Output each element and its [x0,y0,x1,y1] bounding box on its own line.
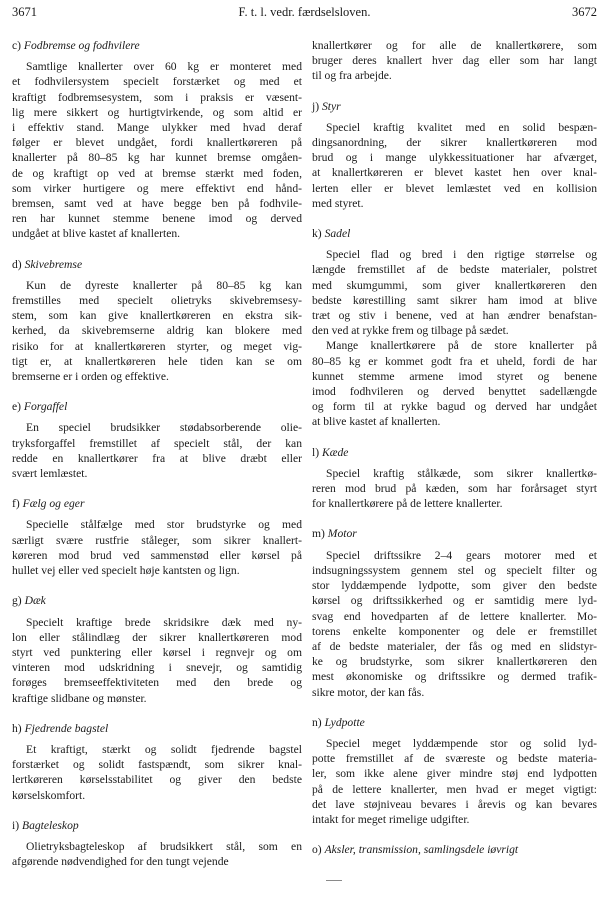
text-line: brud og i mange ulykkessituationer har afværget, [312,151,597,165]
text-line: lerten eller er blevet lemlæstet ved en kollision [312,181,597,195]
text-line: imod fodhvileren og derved benyttet sadellængde [312,385,597,399]
section-gap [12,578,302,593]
section-n [312,715,597,827]
text-line: dingsanordning, der sikrer knallertkøreren mod [312,136,597,150]
text-line: følger er blevet undgået, fordi knallertkøreren på [12,136,302,150]
section-k [312,226,597,430]
continuation-paragraph [312,38,597,84]
text-line: og form til at rykke bagud og derved har undgået [312,400,597,414]
section-l [312,445,597,512]
section-gap [12,481,302,496]
section-gap [312,827,597,842]
text-line: Et kraftigt, stærkt og solidt fjedrende bagstel [26,742,302,756]
section-gap [312,430,597,445]
section-letter: n) [312,715,322,729]
text-line: kerhed, da skivebremserne aldrig kan blokere med [12,324,302,338]
text-line: risiko for at knallertkøreren styrter, og meget vig- [12,339,302,353]
section-heading [12,38,302,53]
section-letter: k) [312,227,322,241]
text-line: redde en knallertkører fra at blive dræbt eller [12,451,302,465]
paragraph [312,120,597,211]
paragraph [12,839,302,869]
paragraph [12,420,302,481]
section-letter: d) [12,257,22,271]
text-line: af de bedste materialer, der fås og med en slidstyr- [312,639,597,653]
text-line: Samtlige knallerter over 60 kg er monteret med [26,60,302,74]
right-column [312,38,597,863]
text-line: køreren mod brud ved sammenstød eller kørsel på [12,548,302,562]
text-line: bruger deres knallert hver dag eller som har langt [312,54,597,68]
text-line: lon eller stålindlæg der sikrer knallertkøreren mod [12,630,302,644]
section-i [12,818,302,870]
text-line: tigt er, at knallertkøreren hele tiden kan se om [12,354,302,368]
section-title: Skivebremse [24,257,83,271]
text-line: bremserne er i orden og effektive. [12,370,169,384]
section-d [12,257,302,385]
paragraph [312,736,597,827]
text-line: lig mere sikkert og hurtigtvirkende, og som altid er [12,105,302,119]
text-line: med styret. [312,196,364,210]
paragraph [312,548,597,700]
section-title: Bagteleskop [22,818,79,832]
section-title: Dæk [24,594,46,608]
section-gap [312,511,597,526]
text-line: at blive kastet af knallerten. [312,415,441,429]
text-line: Speciel kraftig kvalitet med en solid bespæn- [326,120,597,134]
text-line: de og kraftigt op ved at bremse stærkt med foden, [12,166,302,180]
section-letter: i) [12,818,20,832]
text-line: ke og brudstyrke, som sikrer knallertkøreren den [312,655,597,669]
text-line: ler, som ikke alene giver mindre støj end lydpotten [312,767,597,781]
text-line: stor lyddæmpende lydpotte, som giver den bedste [312,579,597,593]
section-j [312,99,597,211]
section-o [312,842,597,863]
paragraph [312,466,597,512]
text-line: kunnet stemme armene imod styret og benene [312,369,597,383]
paragraph [12,742,302,803]
text-line: kraftigt fodbremsesystem, som i praksis er væsent- [12,90,302,104]
text-line: styrt ved punktering eller kørsel i regnvejr og om [12,645,302,659]
section-title: Lydpotte [324,715,365,729]
section-gap [312,700,597,715]
section-letter: f) [12,497,20,511]
text-line: Kun de dyreste knallerter på 80–85 kg kan [26,278,302,292]
section-heading [12,818,302,833]
section-letter: j) [312,99,320,113]
text-line: stem, som kan give knallertkøreren en ekstra sik- [12,309,302,323]
text-line: den ved at rykke frem og tilbage på sædet. [312,324,509,338]
section-title: Fælg og eger [22,497,85,511]
text-line: Specielle stålfælge med stor brudstyrke og med [26,518,302,532]
section-gap [12,384,302,399]
section-gap [12,706,302,721]
section-title: Fodbremse og fodhvilere [23,39,140,52]
text-line: svært lemlæstet. [12,467,88,481]
text-line: for knallertkørere på de lettere knallerter. [312,497,503,511]
page-number-right: 3672 [572,5,597,19]
text-line: Speciel flad og bred i den rigtige størrelse og [326,248,597,262]
section-heading [312,99,597,114]
text-line: vinteren mod udskridning i snevejr, og samtidig [12,661,302,675]
text-line: Speciel driftssikre 2–4 gears motorer med et [326,548,597,562]
text-line: intakt for meget rimelige udgifter. [312,812,470,826]
text-line: potte fremstillet af de sværeste og bedste materia- [312,752,597,766]
section-title: Kæde [322,445,349,459]
section-heading [312,715,597,730]
text-line: at knallertkøreren er blevet kastet hen over knal- [312,166,597,180]
text-line: forøges bremseeffektiviteten med den brede og [12,676,302,690]
paragraph [312,247,597,338]
section-letter: g) [12,594,22,608]
text-line: Speciel meget lyddæmpende stor og solid lyd- [326,736,597,750]
text-line: fremstilles med specielt olietryks skivebremsesy- [12,294,302,308]
text-line: træt og stiv i benene, ved at han ændrer benafstan- [312,309,597,323]
section-letter: e) [12,400,22,414]
text-line: reren mod brud på kæden, som har forårsaget styrt [312,482,597,496]
text-line: Olietryksbagteleskop af brudsikkert stål, som en [26,839,302,853]
text-line: kørsel og driftssikkerhed og er samtidig mere lyd- [312,594,597,608]
text-line: indsugningssystem gennem stel og specielt filter og [312,563,597,577]
text-line: afgørende nødvendighed for den tungt vejende [12,855,229,869]
left-column [12,38,302,869]
text-line: tryksforgaffel fremstillet af specielt stål, der kan [12,436,302,450]
section-title: Aksler, transmission, samlingsdele iøvrigt [324,843,519,857]
section-heading [12,257,302,272]
scan-artifact [326,880,342,881]
section-heading [312,526,597,541]
section-letter: h) [12,721,22,735]
paragraph [12,615,302,706]
text-line: som virker hurtigere og mere effektivt end hånd- [12,181,302,195]
text-line: særligt svære rustfrie ståleger, som sikrer knallert- [12,533,302,547]
text-line: i effektiv stand. Mange ulykker med hvad deraf [12,121,302,135]
text-line: med skumgummi, som giver knallertkøreren den [312,278,597,292]
text-line: et fodhvilersystem specielt forstærket og med et [12,75,302,89]
section-heading [12,496,302,511]
section-heading [12,399,302,414]
paragraph [12,517,302,578]
section-heading [312,842,597,857]
section-e [12,399,302,481]
paragraph [312,338,597,429]
section-gap [12,242,302,257]
section-letter: l) [312,445,320,459]
text-line: det lave støjniveau bevares i årevis og kan bevares [312,797,597,811]
section-title: Fjedrende bagstel [24,721,109,735]
text-line: Specielt kraftige brede skridsikre dæk med ny- [26,615,302,629]
section-h [12,721,302,803]
text-line: undgået at blive kastet af knallerten. [12,227,181,241]
section-f [12,496,302,578]
text-line: svag end hovedparten af de lettere knallerter. Mo- [312,609,597,623]
paragraph [12,59,302,241]
text-line: En speciel brudsikker stødabsorberende olie- [26,421,302,435]
section-title: Sadel [324,227,351,241]
section-letter: c) [12,39,22,52]
text-line: mest økonomiske og driftssikre og dermed trafik- [312,670,597,684]
section-heading [12,721,302,736]
heading-gap [312,857,597,863]
text-line: 80–85 kg er kommet godt fra et uheld, fordi de har [312,354,597,368]
text-line: forstærket og solidt fastspændt, som sikrer knal- [12,758,302,772]
section-heading [12,593,302,608]
text-line: sikre motor, der kan fås. [312,685,425,699]
text-line: knallerter på 80–85 kg har kunnet bremse omgåen- [12,151,302,165]
section-gap [12,803,302,818]
text-line: ren har kunnet stemme benene imod og derved [12,212,302,226]
section-heading [312,445,597,460]
text-line: torens enkelte komponenter og dele er fremstillet [312,624,597,638]
section-g [12,593,302,705]
text-line: knallertkører og for alle de knallertkørere, som [312,39,597,52]
text-line: Speciel kraftig stålkæde, som sikrer knallertkø- [326,466,597,480]
text-line: hullet vej eller ved specielt høje kantsten og lign. [12,564,240,578]
section-gap [312,211,597,226]
page-number-left: 3671 [12,5,37,19]
text-line: bedste kørestilling samt sikrer ham imod at blive [312,293,597,307]
section-letter: o) [312,843,322,857]
text-line: på de lettere knallerter, men hvad er meget vigtigt: [312,782,597,796]
text-line: kraftige slidbane og mønster. [12,691,147,705]
section-letter: m) [312,527,325,541]
section-gap [312,84,597,99]
text-line: kørselskomfort. [12,788,86,802]
section-title: Motor [327,527,357,541]
section-title: Styr [322,99,341,113]
section-title: Forgaffel [23,400,68,414]
section-c [12,38,302,242]
running-title: F. t. l. vedr. færdselsloven. [238,5,371,19]
section-heading [312,226,597,241]
section-m [312,526,597,699]
text-line: lertkøreren kørselsstabilitet og giver den bedste [12,773,302,787]
text-line: bremsen, samt ved at have begge ben på fodhvile- [12,197,302,211]
text-line: til og fra arbejde. [312,69,392,83]
text-line: længde fremstillet af de bedste materialer, polstret [312,263,597,277]
paragraph [12,278,302,384]
text-line: Mange knallertkørere på de store knallerter på [326,339,597,353]
